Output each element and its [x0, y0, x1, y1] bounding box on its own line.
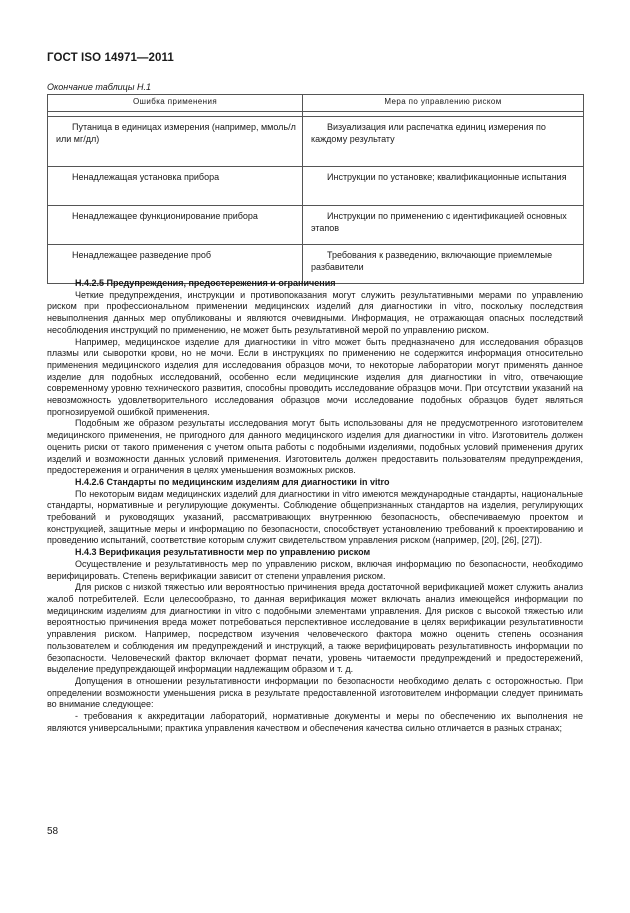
paragraph: По некоторым видам медицинских изделий для диагностики in vitro имеются международные стандарты, национальные стандарты, нормативные и регулирующие документы. Соблюдение общепризнанных стандартов на изделия, регулирующих требований и руководящих указаний, рассматривающих внутреннюю безопасность, обеспечиваемую проектом и конструкцией, защитные меры и информацию по безопасности, способствует установлению требований к проектированию и проведению испытаний, соответствие которым служит свидетельством управления риском (например, [20], [26], [27]). — [47, 488, 583, 546]
paragraph: Для рисков с низкой тяжестью или вероятностью причинения вреда достаточной верификацией может служить анализ жалоб потребителей. Если целесообразно, то данная верификация может включать анализ имеющейся информации по медицинским изделиям для диагностики in vitro с подобными элементами управления. Для рисков с высокой тяжестью или вероятностью причинения вреда может потребоваться перспективное исследование в целях верификации результативности управления риском. Например, посредством изучения человеческого фактора можно оценить степень осознания пользователем и соблюдения им предупреждений и инструкций, а также верифицировать результативность информации по безопасности. Человеческий фактор включает формат печати, уровень читаемости предупреждений и предостережений, выделение предупреждающей информации надлежащим образом и т. д. — [47, 582, 583, 675]
standard-code: ГОСТ ISO 14971—2011 — [47, 52, 174, 64]
table-row — [48, 206, 584, 245]
body-text — [47, 278, 583, 734]
section-heading: Н.4.2.5 Предупреждения, предостережения и ограничения — [75, 278, 336, 288]
table-caption: Окончание таблицы Н.1 — [47, 82, 151, 92]
paragraph: Осуществление и результативность мер по управлению риском, включая информацию по безопасности, необходимо верифицировать. Степень верификации зависит от степени управления риском. — [47, 558, 583, 581]
table-cell-measure: Инструкции по применению с идентификацией основных этапов — [303, 206, 584, 245]
table-cell-error: Путаница в единицах измерения (например, ммоль/л или мг/дл) — [48, 117, 303, 167]
paragraph: - требования к аккредитации лабораторий, нормативные документы и меры по обеспечению их выполнения не являются универсальными; практика управления качеством и обеспечения качества сильно отличается в разных странах; — [47, 711, 583, 733]
table-cell-measure: Требования к разведению, включающие приемлемые разбавители — [303, 245, 584, 284]
section-heading: Н.4.2.6 Стандарты по медицинским изделиям для диагностики in vitro — [75, 476, 390, 487]
paragraph: Четкие предупреждения, инструкции и противопоказания могут служить результативными мерами по управлению риском при профессиональном применении медицинских изделий для диагностики in vitro, поскольку последствия невыполнения данных мер опубликованы и являются очевидными. Информация, не отражающая опасных последствий несоблюдения инструкций по применению, не может быть результативной мерой по управлению риском. — [47, 289, 583, 335]
page-number: 58 — [47, 826, 59, 837]
table-row — [48, 117, 584, 167]
table-cell-error: Ненадлежащая установка прибора — [48, 167, 303, 206]
column-header-error: Ошибка применения — [48, 95, 303, 112]
table-row — [48, 167, 584, 206]
table-cell-error: Ненадлежащее разведение проб — [48, 245, 303, 284]
section-heading: Н.4.3 Верификация результативности мер по управлению риском — [75, 547, 371, 558]
paragraph: Подобным же образом результаты исследования могут быть использованы для не предусмотренного изготовителем медицинского применения, не пригодного для данного медицинского изделия для диагностики in vitro. Изготовитель должен оценить риски от такого применения с учетом опыта работы с подобными изделиями, подобных условий применения других изделий и возможности данных условий применения. Изготовитель должен предоставить пользователям предупреждения, предостережения и ограничения в целях уменьшения возможных рисков. — [47, 418, 583, 476]
table-cell-measure: Инструкции по установке; квалификационные испытания — [303, 167, 584, 206]
table-cell-error: Ненадлежащее функционирование прибора — [48, 206, 303, 245]
column-header-measure: Мера по управлению риском — [303, 95, 584, 112]
risk-table — [47, 94, 584, 284]
paragraph: Допущения в отношении результативности информации по безопасности необходимо делать с осторожностью. При определении возможности уменьшения риска в результате предоставленной изготовителем информации следует принимать во внимание следующее: — [47, 675, 583, 710]
paragraph: Например, медицинское изделие для диагностики in vitro может быть предназначено для исследования образцов плазмы или сыворотки крови, но не мочи. Если в инструкциях по применению не содержится информация относительно применения медицинского изделия для исследования образцов мочи, то некоторые лаборатории могут применять данное изделие для подобных исследований, особенно если медицинские изделия для диагностики in vitro, отвечающие современному уровню технического развития, способны проводить исследование образцов мочи. При отсутствии указаний на невозможность удовлетворительного исследования образцов мочи исследование подобных образцов будет являться прогнозируемой ошибкой применения. — [47, 336, 583, 417]
table-header-row — [48, 95, 584, 112]
table-cell-measure: Визуализация или распечатка единиц измерения по каждому результату — [303, 117, 584, 167]
